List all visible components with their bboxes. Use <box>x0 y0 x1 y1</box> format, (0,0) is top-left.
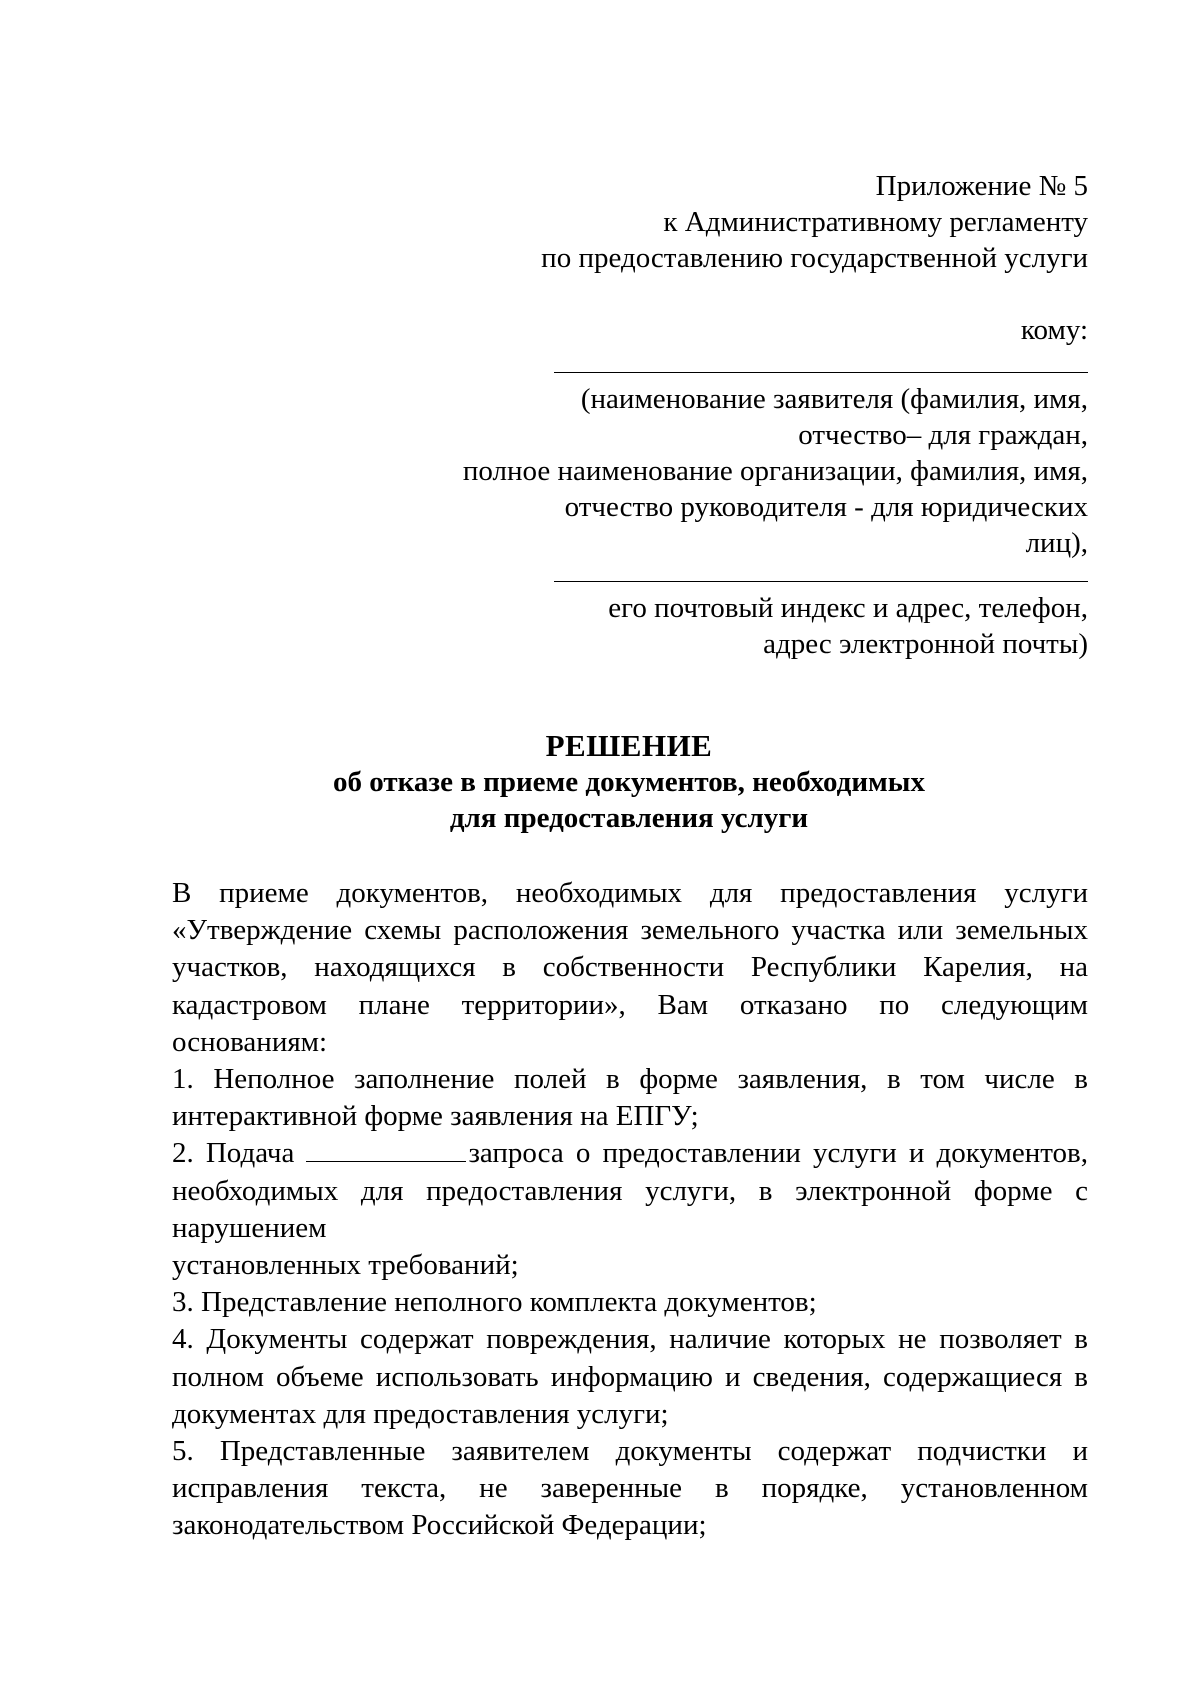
address-hint-line-2: адрес электронной почты) <box>763 628 1088 660</box>
decision-subtitle-line-2: для предоставления услуги <box>449 802 809 834</box>
blank-field <box>306 1137 466 1162</box>
ground-item-5: 5. Представленные заявителем документы содержат подчистки и исправления текста, не заверенные в порядке, установленном законодательством Российской Федерации; <box>172 1435 1088 1542</box>
addressee-block <box>328 168 1088 662</box>
ground-item-4: 4. Документы содержат повреждения, наличие которых не позволяет в полном объеме использовать информацию и сведения, содержащиеся в документах для предоставления услуги; <box>172 1323 1088 1430</box>
applicant-hint-line-3: полное наименование организации, фамилия, имя, <box>462 455 1088 487</box>
decision-subtitle-line-1: об отказе в приеме документов, необходимых <box>333 766 925 798</box>
service-reference: по предоставлению государственной услуги <box>541 242 1088 274</box>
to-whom-label: кому: <box>1020 314 1088 346</box>
regulation-reference: к Административному регламенту <box>663 206 1088 238</box>
appendix-number: Приложение № 5 <box>875 170 1088 202</box>
applicant-address-field <box>554 581 1088 582</box>
ground-item-3: 3. Представление неполного комплекта документов; <box>172 1286 817 1319</box>
decision-title <box>170 728 1088 836</box>
ground-item-2-start: 2. Подача <box>172 1137 295 1170</box>
applicant-name-field <box>554 372 1088 373</box>
decision-heading: РЕШЕНИЕ <box>545 728 713 763</box>
ground-item-1: 1. Неполное заполнение полей в форме заявления, в том числе в интерактивной форме заявления на ЕПГУ; <box>172 1063 1088 1133</box>
ground-item-2-rest: запроса о предоставлении услуги и документов, необходимых для предоставления услуги, в электронной форме с нарушением <box>172 1137 1088 1244</box>
spacer <box>328 276 1088 312</box>
ground-item-2 <box>172 1135 1088 1247</box>
ground-item-2-tail: установленных требований; <box>172 1249 519 1282</box>
address-hint-line-1: его почтовый индекс и адрес, телефон, <box>608 592 1088 624</box>
applicant-hint-line-5: лиц), <box>1025 527 1088 559</box>
applicant-hint-line-1: (наименование заявителя (фамилия, имя, <box>580 383 1088 415</box>
applicant-hint-line-4: отчество руководителя - для юридических <box>564 491 1088 523</box>
applicant-hint-line-2: отчество– для граждан, <box>798 419 1088 451</box>
intro-paragraph: В приеме документов, необходимых для предоставления услуги «Утверждение схемы расположения земельного участка или земельных участков, находящихся в собственности Республики Карелия, на кадастровом плане территории», Вам отказано по следующим основаниям: <box>172 877 1088 1058</box>
decision-body <box>172 875 1088 1545</box>
